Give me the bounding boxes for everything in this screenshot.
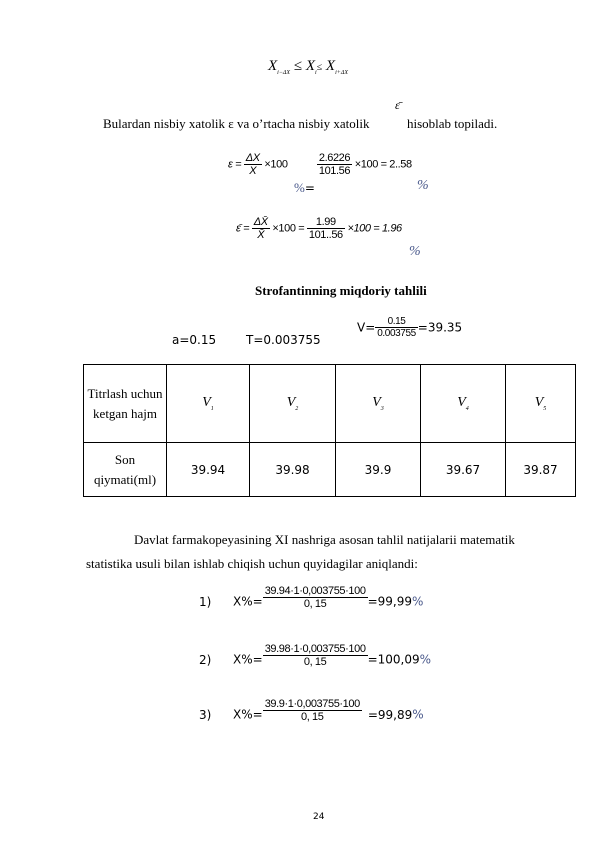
table-cell-v3: 39.9 xyxy=(336,443,421,497)
table-cell-v4: 39.67 xyxy=(421,443,506,497)
table-cell-v5: 39.87 xyxy=(506,443,576,497)
mean-relative-error-equation: ε̄ = $\frac{\Delta X̄}{X̄}$ ×100 = $\frac{1.99}{101..56}$ ×100 = 1.96 xyxy=(236,216,402,241)
calc-3: 3) X%= $\frac{39.9\cdot 1\cdot 0,003755\cdot 100}{0, 15}$ =99,89% xyxy=(199,698,424,723)
intro-text-after: hisoblab topiladi. xyxy=(407,116,498,131)
epsilon-bar-symbol: ε̄ xyxy=(395,98,400,112)
equation2-percent: % xyxy=(409,244,421,259)
intro-line xyxy=(103,116,370,132)
equation1-eq-percent: %= xyxy=(294,180,315,195)
param-v: V= $\frac{0.15}{0.003755}$ =39.35 xyxy=(357,316,463,339)
table-row xyxy=(84,443,576,497)
paragraph-line-2: statistika usuli bilan ishlab chiqish uchun quyidagilar aniqlandi: xyxy=(86,556,418,571)
top-inequality-formula: $X_{i-\Delta X} \le X_i\le X_{i+\Delta X}$ xyxy=(268,58,349,76)
table-header-row xyxy=(84,365,576,443)
calc-2: 2) X%= $\frac{39.98\cdot 1\cdot 0,003755\cdot 100}{0, 15}$ =100,09% xyxy=(199,643,432,668)
equation1-percent: % xyxy=(417,178,429,193)
param-t: T=0.003755 xyxy=(246,333,321,347)
section-title: Strofantinning miqdoriy tahlili xyxy=(255,283,427,298)
column-header-v2: $V_2$ xyxy=(250,365,336,443)
relative-error-equation: ε = $\frac{\Delta X}{X}$ ×100 $\frac{2.6226}{101.56}$ ×100 = 2..58 xyxy=(228,152,412,177)
column-header-v4: $V_4$ xyxy=(421,365,506,443)
paragraph-line-1: Davlat farmakopeyasining XI nashriga asosan tahlil natijalarii matematik xyxy=(134,532,515,547)
column-header-v1: $V_1$ xyxy=(167,365,250,443)
calc-1: 1) X%= $\frac{39.94\cdot 1\cdot 0,003755\cdot 100}{0, 15}$ =99,99% xyxy=(199,585,424,610)
titration-volume-table xyxy=(83,364,576,497)
column-header-v3: $V_3$ xyxy=(336,365,421,443)
row-header-value: Son qiymati(ml) xyxy=(84,443,167,497)
page-number: 24 xyxy=(313,812,325,822)
intro-text-before: Bulardan nisbiy xatolik ε va o’rtacha nisbiy xatolik xyxy=(103,116,370,131)
table-cell-v1: 39.94 xyxy=(167,443,250,497)
row-header-volume: Titrlash uchun ketgan hajm xyxy=(84,365,167,443)
table-cell-v2: 39.98 xyxy=(250,443,336,497)
column-header-v5: $V_5$ xyxy=(506,365,576,443)
param-a: a=0.15 xyxy=(172,333,217,347)
